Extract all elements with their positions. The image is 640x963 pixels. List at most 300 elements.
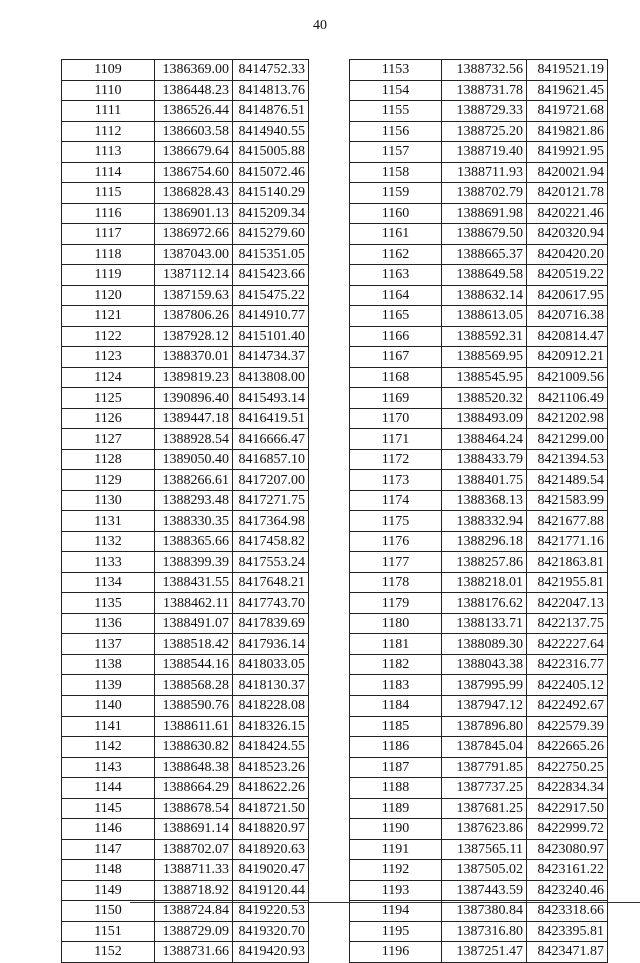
table-row — [62, 819, 309, 840]
point-number-cell: 1130 — [62, 490, 155, 511]
table-row — [62, 675, 309, 696]
x-coordinate-cell: 1388370.01 — [155, 347, 233, 368]
table-row — [62, 80, 309, 101]
x-coordinate-cell: 1386901.13 — [155, 203, 233, 224]
x-coordinate-cell: 1388433.79 — [442, 449, 527, 470]
x-coordinate-cell: 1387737.25 — [442, 778, 527, 799]
x-coordinate-cell: 1388176.62 — [442, 593, 527, 614]
table-row — [62, 695, 309, 716]
x-coordinate-cell: 1388365.66 — [155, 531, 233, 552]
y-coordinate-cell: 8422750.25 — [527, 757, 608, 778]
x-coordinate-cell: 1388332.94 — [442, 511, 527, 532]
table-row — [62, 142, 309, 163]
y-coordinate-cell: 8423080.97 — [527, 839, 608, 860]
table-row — [62, 716, 309, 737]
point-number-cell: 1141 — [62, 716, 155, 737]
x-coordinate-cell: 1388462.11 — [155, 593, 233, 614]
y-coordinate-cell: 8418622.26 — [233, 778, 309, 799]
y-coordinate-cell: 8422834.34 — [527, 778, 608, 799]
y-coordinate-cell: 8416857.10 — [233, 449, 309, 470]
x-coordinate-cell: 1386754.60 — [155, 162, 233, 183]
y-coordinate-cell: 8423318.66 — [527, 901, 608, 922]
y-coordinate-cell: 8420221.46 — [527, 203, 608, 224]
table-row — [350, 675, 608, 696]
x-coordinate-cell: 1388257.86 — [442, 552, 527, 573]
y-coordinate-cell: 8422405.12 — [527, 675, 608, 696]
y-coordinate-cell: 8419220.53 — [233, 901, 309, 922]
x-coordinate-cell: 1388711.33 — [155, 860, 233, 881]
table-row — [62, 429, 309, 450]
table-row — [62, 634, 309, 655]
y-coordinate-cell: 8421863.81 — [527, 552, 608, 573]
table-row — [62, 737, 309, 758]
y-coordinate-cell: 8417271.75 — [233, 490, 309, 511]
table-row — [350, 326, 608, 347]
table-row — [350, 244, 608, 265]
table-row — [62, 511, 309, 532]
point-number-cell: 1126 — [62, 408, 155, 429]
x-coordinate-cell: 1388545.95 — [442, 367, 527, 388]
point-number-cell: 1115 — [62, 183, 155, 204]
x-coordinate-cell: 1386828.43 — [155, 183, 233, 204]
y-coordinate-cell: 8414876.51 — [233, 101, 309, 122]
y-coordinate-cell: 8418130.37 — [233, 675, 309, 696]
y-coordinate-cell: 8419821.86 — [527, 121, 608, 142]
point-number-cell: 1192 — [350, 860, 442, 881]
point-number-cell: 1119 — [62, 265, 155, 286]
table-row — [62, 839, 309, 860]
table-row — [350, 347, 608, 368]
table-row — [350, 716, 608, 737]
x-coordinate-cell: 1388401.75 — [442, 470, 527, 491]
x-coordinate-cell: 1389819.23 — [155, 367, 233, 388]
y-coordinate-cell: 8414940.55 — [233, 121, 309, 142]
x-coordinate-cell: 1386972.66 — [155, 224, 233, 245]
table-row — [62, 572, 309, 593]
y-coordinate-cell: 8421009.56 — [527, 367, 608, 388]
table-row — [62, 244, 309, 265]
point-number-cell: 1181 — [350, 634, 442, 655]
table-row — [62, 531, 309, 552]
table-row — [350, 778, 608, 799]
x-coordinate-cell: 1388568.28 — [155, 675, 233, 696]
y-coordinate-cell: 8415493.14 — [233, 388, 309, 409]
point-number-cell: 1160 — [350, 203, 442, 224]
point-number-cell: 1196 — [350, 942, 442, 963]
x-coordinate-cell: 1388592.31 — [442, 326, 527, 347]
table-row — [350, 224, 608, 245]
point-number-cell: 1169 — [350, 388, 442, 409]
y-coordinate-cell: 8414734.37 — [233, 347, 309, 368]
point-number-cell: 1155 — [350, 101, 442, 122]
point-number-cell: 1183 — [350, 675, 442, 696]
y-coordinate-cell: 8422492.67 — [527, 695, 608, 716]
y-coordinate-cell: 8415209.34 — [233, 203, 309, 224]
y-coordinate-cell: 8415279.60 — [233, 224, 309, 245]
y-coordinate-cell: 8418920.63 — [233, 839, 309, 860]
y-coordinate-cell: 8421955.81 — [527, 572, 608, 593]
x-coordinate-cell: 1387623.86 — [442, 819, 527, 840]
x-coordinate-cell: 1388089.30 — [442, 634, 527, 655]
point-number-cell: 1168 — [350, 367, 442, 388]
y-coordinate-cell: 8423161.22 — [527, 860, 608, 881]
x-coordinate-cell: 1388649.58 — [442, 265, 527, 286]
y-coordinate-cell: 8420021.94 — [527, 162, 608, 183]
x-coordinate-cell: 1388368.13 — [442, 490, 527, 511]
x-coordinate-cell: 1388293.48 — [155, 490, 233, 511]
y-coordinate-cell: 8417743.70 — [233, 593, 309, 614]
point-number-cell: 1166 — [350, 326, 442, 347]
table-row — [62, 921, 309, 942]
table-row — [62, 388, 309, 409]
table-row — [350, 470, 608, 491]
x-coordinate-cell: 1388399.39 — [155, 552, 233, 573]
point-number-cell: 1123 — [62, 347, 155, 368]
x-coordinate-cell: 1387928.12 — [155, 326, 233, 347]
x-coordinate-cell: 1387995.99 — [442, 675, 527, 696]
y-coordinate-cell: 8419621.45 — [527, 80, 608, 101]
y-coordinate-cell: 8414910.77 — [233, 306, 309, 327]
point-number-cell: 1194 — [350, 901, 442, 922]
y-coordinate-cell: 8420121.78 — [527, 183, 608, 204]
table-row — [350, 101, 608, 122]
table-row — [350, 429, 608, 450]
point-number-cell: 1151 — [62, 921, 155, 942]
x-coordinate-cell: 1388266.61 — [155, 470, 233, 491]
table-row — [62, 654, 309, 675]
table-row — [350, 798, 608, 819]
point-number-cell: 1162 — [350, 244, 442, 265]
point-number-cell: 1134 — [62, 572, 155, 593]
y-coordinate-cell: 8414813.76 — [233, 80, 309, 101]
y-coordinate-cell: 8422316.77 — [527, 654, 608, 675]
x-coordinate-cell: 1387380.84 — [442, 901, 527, 922]
x-coordinate-cell: 1387443.59 — [442, 880, 527, 901]
point-number-cell: 1128 — [62, 449, 155, 470]
y-coordinate-cell: 8421489.54 — [527, 470, 608, 491]
y-coordinate-cell: 8420420.20 — [527, 244, 608, 265]
x-coordinate-cell: 1388691.98 — [442, 203, 527, 224]
point-number-cell: 1161 — [350, 224, 442, 245]
table-row — [62, 778, 309, 799]
y-coordinate-cell: 8420912.21 — [527, 347, 608, 368]
point-number-cell: 1117 — [62, 224, 155, 245]
x-coordinate-cell: 1388679.50 — [442, 224, 527, 245]
x-coordinate-cell: 1387505.02 — [442, 860, 527, 881]
y-coordinate-cell: 8415101.40 — [233, 326, 309, 347]
table-row — [350, 839, 608, 860]
y-coordinate-cell: 8419921.95 — [527, 142, 608, 163]
point-number-cell: 1174 — [350, 490, 442, 511]
x-coordinate-cell: 1386526.44 — [155, 101, 233, 122]
table-row — [350, 819, 608, 840]
y-coordinate-cell: 8413808.00 — [233, 367, 309, 388]
point-number-cell: 1133 — [62, 552, 155, 573]
x-coordinate-cell: 1388569.95 — [442, 347, 527, 368]
x-coordinate-cell: 1388330.35 — [155, 511, 233, 532]
point-number-cell: 1138 — [62, 654, 155, 675]
x-coordinate-cell: 1388725.20 — [442, 121, 527, 142]
x-coordinate-cell: 1388611.61 — [155, 716, 233, 737]
table-row — [350, 942, 608, 963]
x-coordinate-cell: 1387112.14 — [155, 265, 233, 286]
y-coordinate-cell: 8415475.22 — [233, 285, 309, 306]
point-number-cell: 1179 — [350, 593, 442, 614]
y-coordinate-cell: 8417553.24 — [233, 552, 309, 573]
table-row — [350, 121, 608, 142]
y-coordinate-cell: 8422665.26 — [527, 737, 608, 758]
x-coordinate-cell: 1386448.23 — [155, 80, 233, 101]
point-number-cell: 1112 — [62, 121, 155, 142]
x-coordinate-cell: 1388520.32 — [442, 388, 527, 409]
y-coordinate-cell: 8415423.66 — [233, 265, 309, 286]
table-row — [350, 572, 608, 593]
x-coordinate-cell: 1388724.84 — [155, 901, 233, 922]
x-coordinate-cell: 1387043.00 — [155, 244, 233, 265]
point-number-cell: 1131 — [62, 511, 155, 532]
table-row — [62, 880, 309, 901]
point-number-cell: 1159 — [350, 183, 442, 204]
table-row — [62, 60, 309, 81]
y-coordinate-cell: 8421106.49 — [527, 388, 608, 409]
point-number-cell: 1165 — [350, 306, 442, 327]
y-coordinate-cell: 8421583.99 — [527, 490, 608, 511]
table-row — [62, 552, 309, 573]
y-coordinate-cell: 8417839.69 — [233, 613, 309, 634]
x-coordinate-cell: 1388218.01 — [442, 572, 527, 593]
point-number-cell: 1127 — [62, 429, 155, 450]
point-number-cell: 1172 — [350, 449, 442, 470]
x-coordinate-cell: 1386603.58 — [155, 121, 233, 142]
table-row — [62, 183, 309, 204]
x-coordinate-cell: 1388928.54 — [155, 429, 233, 450]
point-number-cell: 1175 — [350, 511, 442, 532]
point-number-cell: 1191 — [350, 839, 442, 860]
table-row — [62, 901, 309, 922]
table-row — [350, 203, 608, 224]
table-row — [62, 449, 309, 470]
point-number-cell: 1149 — [62, 880, 155, 901]
point-number-cell: 1164 — [350, 285, 442, 306]
table-row — [350, 142, 608, 163]
x-coordinate-cell: 1388296.18 — [442, 531, 527, 552]
x-coordinate-cell: 1388648.38 — [155, 757, 233, 778]
y-coordinate-cell: 8417936.14 — [233, 634, 309, 655]
point-number-cell: 1153 — [350, 60, 442, 81]
y-coordinate-cell: 8418033.05 — [233, 654, 309, 675]
y-coordinate-cell: 8423395.81 — [527, 921, 608, 942]
y-coordinate-cell: 8422917.50 — [527, 798, 608, 819]
point-number-cell: 1173 — [350, 470, 442, 491]
point-number-cell: 1132 — [62, 531, 155, 552]
point-number-cell: 1187 — [350, 757, 442, 778]
point-number-cell: 1186 — [350, 737, 442, 758]
point-number-cell: 1116 — [62, 203, 155, 224]
table-row — [350, 367, 608, 388]
y-coordinate-cell: 8419721.68 — [527, 101, 608, 122]
table-row — [62, 203, 309, 224]
table-row — [62, 265, 309, 286]
x-coordinate-cell: 1388731.78 — [442, 80, 527, 101]
point-number-cell: 1135 — [62, 593, 155, 614]
x-coordinate-cell: 1388711.93 — [442, 162, 527, 183]
table-row — [350, 634, 608, 655]
y-coordinate-cell: 8422579.39 — [527, 716, 608, 737]
point-number-cell: 1152 — [62, 942, 155, 963]
table-row — [350, 60, 608, 81]
point-number-cell: 1118 — [62, 244, 155, 265]
y-coordinate-cell: 8415005.88 — [233, 142, 309, 163]
x-coordinate-cell: 1387896.80 — [442, 716, 527, 737]
table-row — [350, 265, 608, 286]
x-coordinate-cell: 1388732.56 — [442, 60, 527, 81]
point-number-cell: 1113 — [62, 142, 155, 163]
y-coordinate-cell: 8422999.72 — [527, 819, 608, 840]
table-row — [62, 101, 309, 122]
table-row — [350, 531, 608, 552]
table-row — [62, 367, 309, 388]
point-number-cell: 1190 — [350, 819, 442, 840]
y-coordinate-cell: 8423471.87 — [527, 942, 608, 963]
y-coordinate-cell: 8420716.38 — [527, 306, 608, 327]
table-row — [350, 737, 608, 758]
point-number-cell: 1148 — [62, 860, 155, 881]
point-number-cell: 1182 — [350, 654, 442, 675]
point-number-cell: 1180 — [350, 613, 442, 634]
y-coordinate-cell: 8415140.29 — [233, 183, 309, 204]
point-number-cell: 1189 — [350, 798, 442, 819]
table-row — [62, 490, 309, 511]
y-coordinate-cell: 8415072.46 — [233, 162, 309, 183]
y-coordinate-cell: 8416666.47 — [233, 429, 309, 450]
point-number-cell: 1170 — [350, 408, 442, 429]
y-coordinate-cell: 8421771.16 — [527, 531, 608, 552]
table-row — [62, 593, 309, 614]
y-coordinate-cell: 8421299.00 — [527, 429, 608, 450]
table-row — [62, 347, 309, 368]
point-number-cell: 1145 — [62, 798, 155, 819]
x-coordinate-cell: 1388632.14 — [442, 285, 527, 306]
y-coordinate-cell: 8415351.05 — [233, 244, 309, 265]
table-row — [62, 470, 309, 491]
x-coordinate-cell: 1388719.40 — [442, 142, 527, 163]
coordinates-table-right — [349, 59, 608, 963]
x-coordinate-cell: 1387565.11 — [442, 839, 527, 860]
table-row — [350, 695, 608, 716]
table-row — [350, 183, 608, 204]
table-row — [62, 798, 309, 819]
y-coordinate-cell: 8420617.95 — [527, 285, 608, 306]
x-coordinate-cell: 1388729.09 — [155, 921, 233, 942]
y-coordinate-cell: 8419420.93 — [233, 942, 309, 963]
x-coordinate-cell: 1387806.26 — [155, 306, 233, 327]
point-number-cell: 1125 — [62, 388, 155, 409]
x-coordinate-cell: 1388729.33 — [442, 101, 527, 122]
x-coordinate-cell: 1388678.54 — [155, 798, 233, 819]
y-coordinate-cell: 8421202.98 — [527, 408, 608, 429]
table-row — [350, 757, 608, 778]
table-row — [350, 408, 608, 429]
y-coordinate-cell: 8419120.44 — [233, 880, 309, 901]
point-number-cell: 1139 — [62, 675, 155, 696]
x-coordinate-cell: 1387251.47 — [442, 942, 527, 963]
y-coordinate-cell: 8423240.46 — [527, 880, 608, 901]
table-row — [350, 388, 608, 409]
point-number-cell: 1188 — [350, 778, 442, 799]
x-coordinate-cell: 1388702.07 — [155, 839, 233, 860]
table-row — [62, 224, 309, 245]
coordinates-table-left — [61, 59, 309, 963]
table-row — [350, 613, 608, 634]
table-row — [350, 860, 608, 881]
y-coordinate-cell: 8414752.33 — [233, 60, 309, 81]
point-number-cell: 1177 — [350, 552, 442, 573]
point-number-cell: 1193 — [350, 880, 442, 901]
table-row — [350, 511, 608, 532]
x-coordinate-cell: 1388731.66 — [155, 942, 233, 963]
bottom-rule — [130, 902, 640, 903]
y-coordinate-cell: 8422047.13 — [527, 593, 608, 614]
y-coordinate-cell: 8417648.21 — [233, 572, 309, 593]
x-coordinate-cell: 1388665.37 — [442, 244, 527, 265]
table-row — [350, 654, 608, 675]
y-coordinate-cell: 8421677.88 — [527, 511, 608, 532]
y-coordinate-cell: 8417458.82 — [233, 531, 309, 552]
point-number-cell: 1178 — [350, 572, 442, 593]
y-coordinate-cell: 8420519.22 — [527, 265, 608, 286]
y-coordinate-cell: 8419020.47 — [233, 860, 309, 881]
x-coordinate-cell: 1386679.64 — [155, 142, 233, 163]
y-coordinate-cell: 8422227.64 — [527, 634, 608, 655]
x-coordinate-cell: 1388518.42 — [155, 634, 233, 655]
point-number-cell: 1122 — [62, 326, 155, 347]
table-row — [62, 408, 309, 429]
y-coordinate-cell: 8420814.47 — [527, 326, 608, 347]
point-number-cell: 1136 — [62, 613, 155, 634]
x-coordinate-cell: 1388491.07 — [155, 613, 233, 634]
point-number-cell: 1111 — [62, 101, 155, 122]
point-number-cell: 1109 — [62, 60, 155, 81]
x-coordinate-cell: 1388630.82 — [155, 737, 233, 758]
table-row — [350, 306, 608, 327]
point-number-cell: 1167 — [350, 347, 442, 368]
x-coordinate-cell: 1388718.92 — [155, 880, 233, 901]
y-coordinate-cell: 8417207.00 — [233, 470, 309, 491]
y-coordinate-cell: 8418228.08 — [233, 695, 309, 716]
y-coordinate-cell: 8420320.94 — [527, 224, 608, 245]
table-row — [350, 449, 608, 470]
y-coordinate-cell: 8418424.55 — [233, 737, 309, 758]
table-row — [62, 162, 309, 183]
point-number-cell: 1195 — [350, 921, 442, 942]
x-coordinate-cell: 1387947.12 — [442, 695, 527, 716]
x-coordinate-cell: 1387791.85 — [442, 757, 527, 778]
x-coordinate-cell: 1388464.24 — [442, 429, 527, 450]
point-number-cell: 1146 — [62, 819, 155, 840]
x-coordinate-cell: 1387845.04 — [442, 737, 527, 758]
point-number-cell: 1144 — [62, 778, 155, 799]
y-coordinate-cell: 8419320.70 — [233, 921, 309, 942]
x-coordinate-cell: 1388702.79 — [442, 183, 527, 204]
point-number-cell: 1184 — [350, 695, 442, 716]
table-row — [350, 490, 608, 511]
point-number-cell: 1137 — [62, 634, 155, 655]
point-number-cell: 1154 — [350, 80, 442, 101]
table-row — [62, 326, 309, 347]
x-coordinate-cell: 1388691.14 — [155, 819, 233, 840]
x-coordinate-cell: 1388133.71 — [442, 613, 527, 634]
x-coordinate-cell: 1387159.63 — [155, 285, 233, 306]
